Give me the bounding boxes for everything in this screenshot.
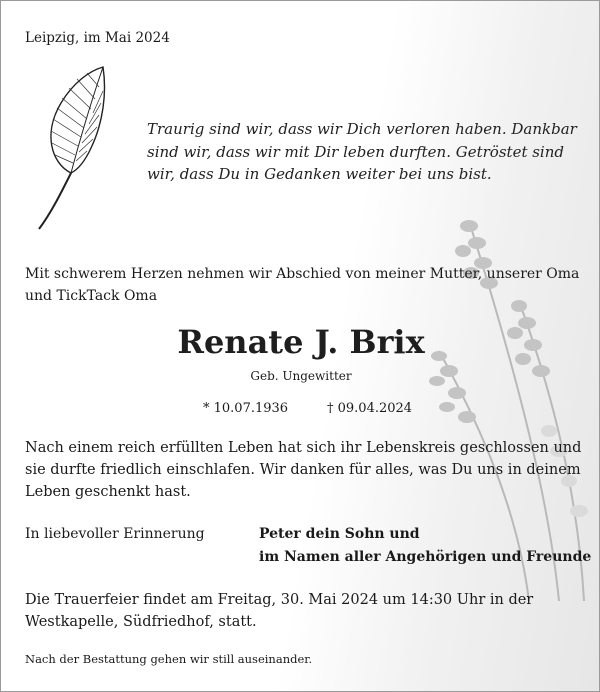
closing-note: Nach der Bestattung gehen wir still auseinander. xyxy=(25,652,313,666)
signature-line-1: Peter dein Sohn und xyxy=(259,526,420,542)
body-text: Nach einem reich erfüllten Leben hat sich ihr Lebenskreis geschlossen und sie durfte friedlich einschlafen. Wir danken für alles, was Du uns in deinem Leben geschenkt hast. xyxy=(25,440,582,500)
maiden-name: Geb. Ungewitter xyxy=(250,369,352,383)
memorial-quote: Traurig sind wir, dass wir Dich verloren haben. Dankbar sind wir, dass wir mit Dir leben durften. Getröstet sind wir, dass Du in Gedanken weiter bei uns bist. xyxy=(147,120,577,183)
signature xyxy=(259,523,591,568)
birth-date: * 10.07.1936 xyxy=(203,401,289,416)
intro-text: Mit schwerem Herzen nehmen wir Abschied von meiner Mutter, unserer Oma und TickTack Oma xyxy=(25,266,580,304)
feather-icon xyxy=(31,63,111,233)
deceased-name: Renate J. Brix xyxy=(177,323,425,361)
signature-line-2: im Namen aller Angehörigen und Freunde xyxy=(259,548,592,565)
death-date: † 09.04.2024 xyxy=(327,401,413,416)
service-info: Die Trauerfeier findet am Freitag, 30. Mai 2024 um 14:30 Uhr in der Westkapelle, Südfriedhof, statt. xyxy=(25,592,534,630)
memory-label: In liebevoller Erinnerung xyxy=(25,526,205,542)
place-date: Leipzig, im Mai 2024 xyxy=(25,30,170,46)
